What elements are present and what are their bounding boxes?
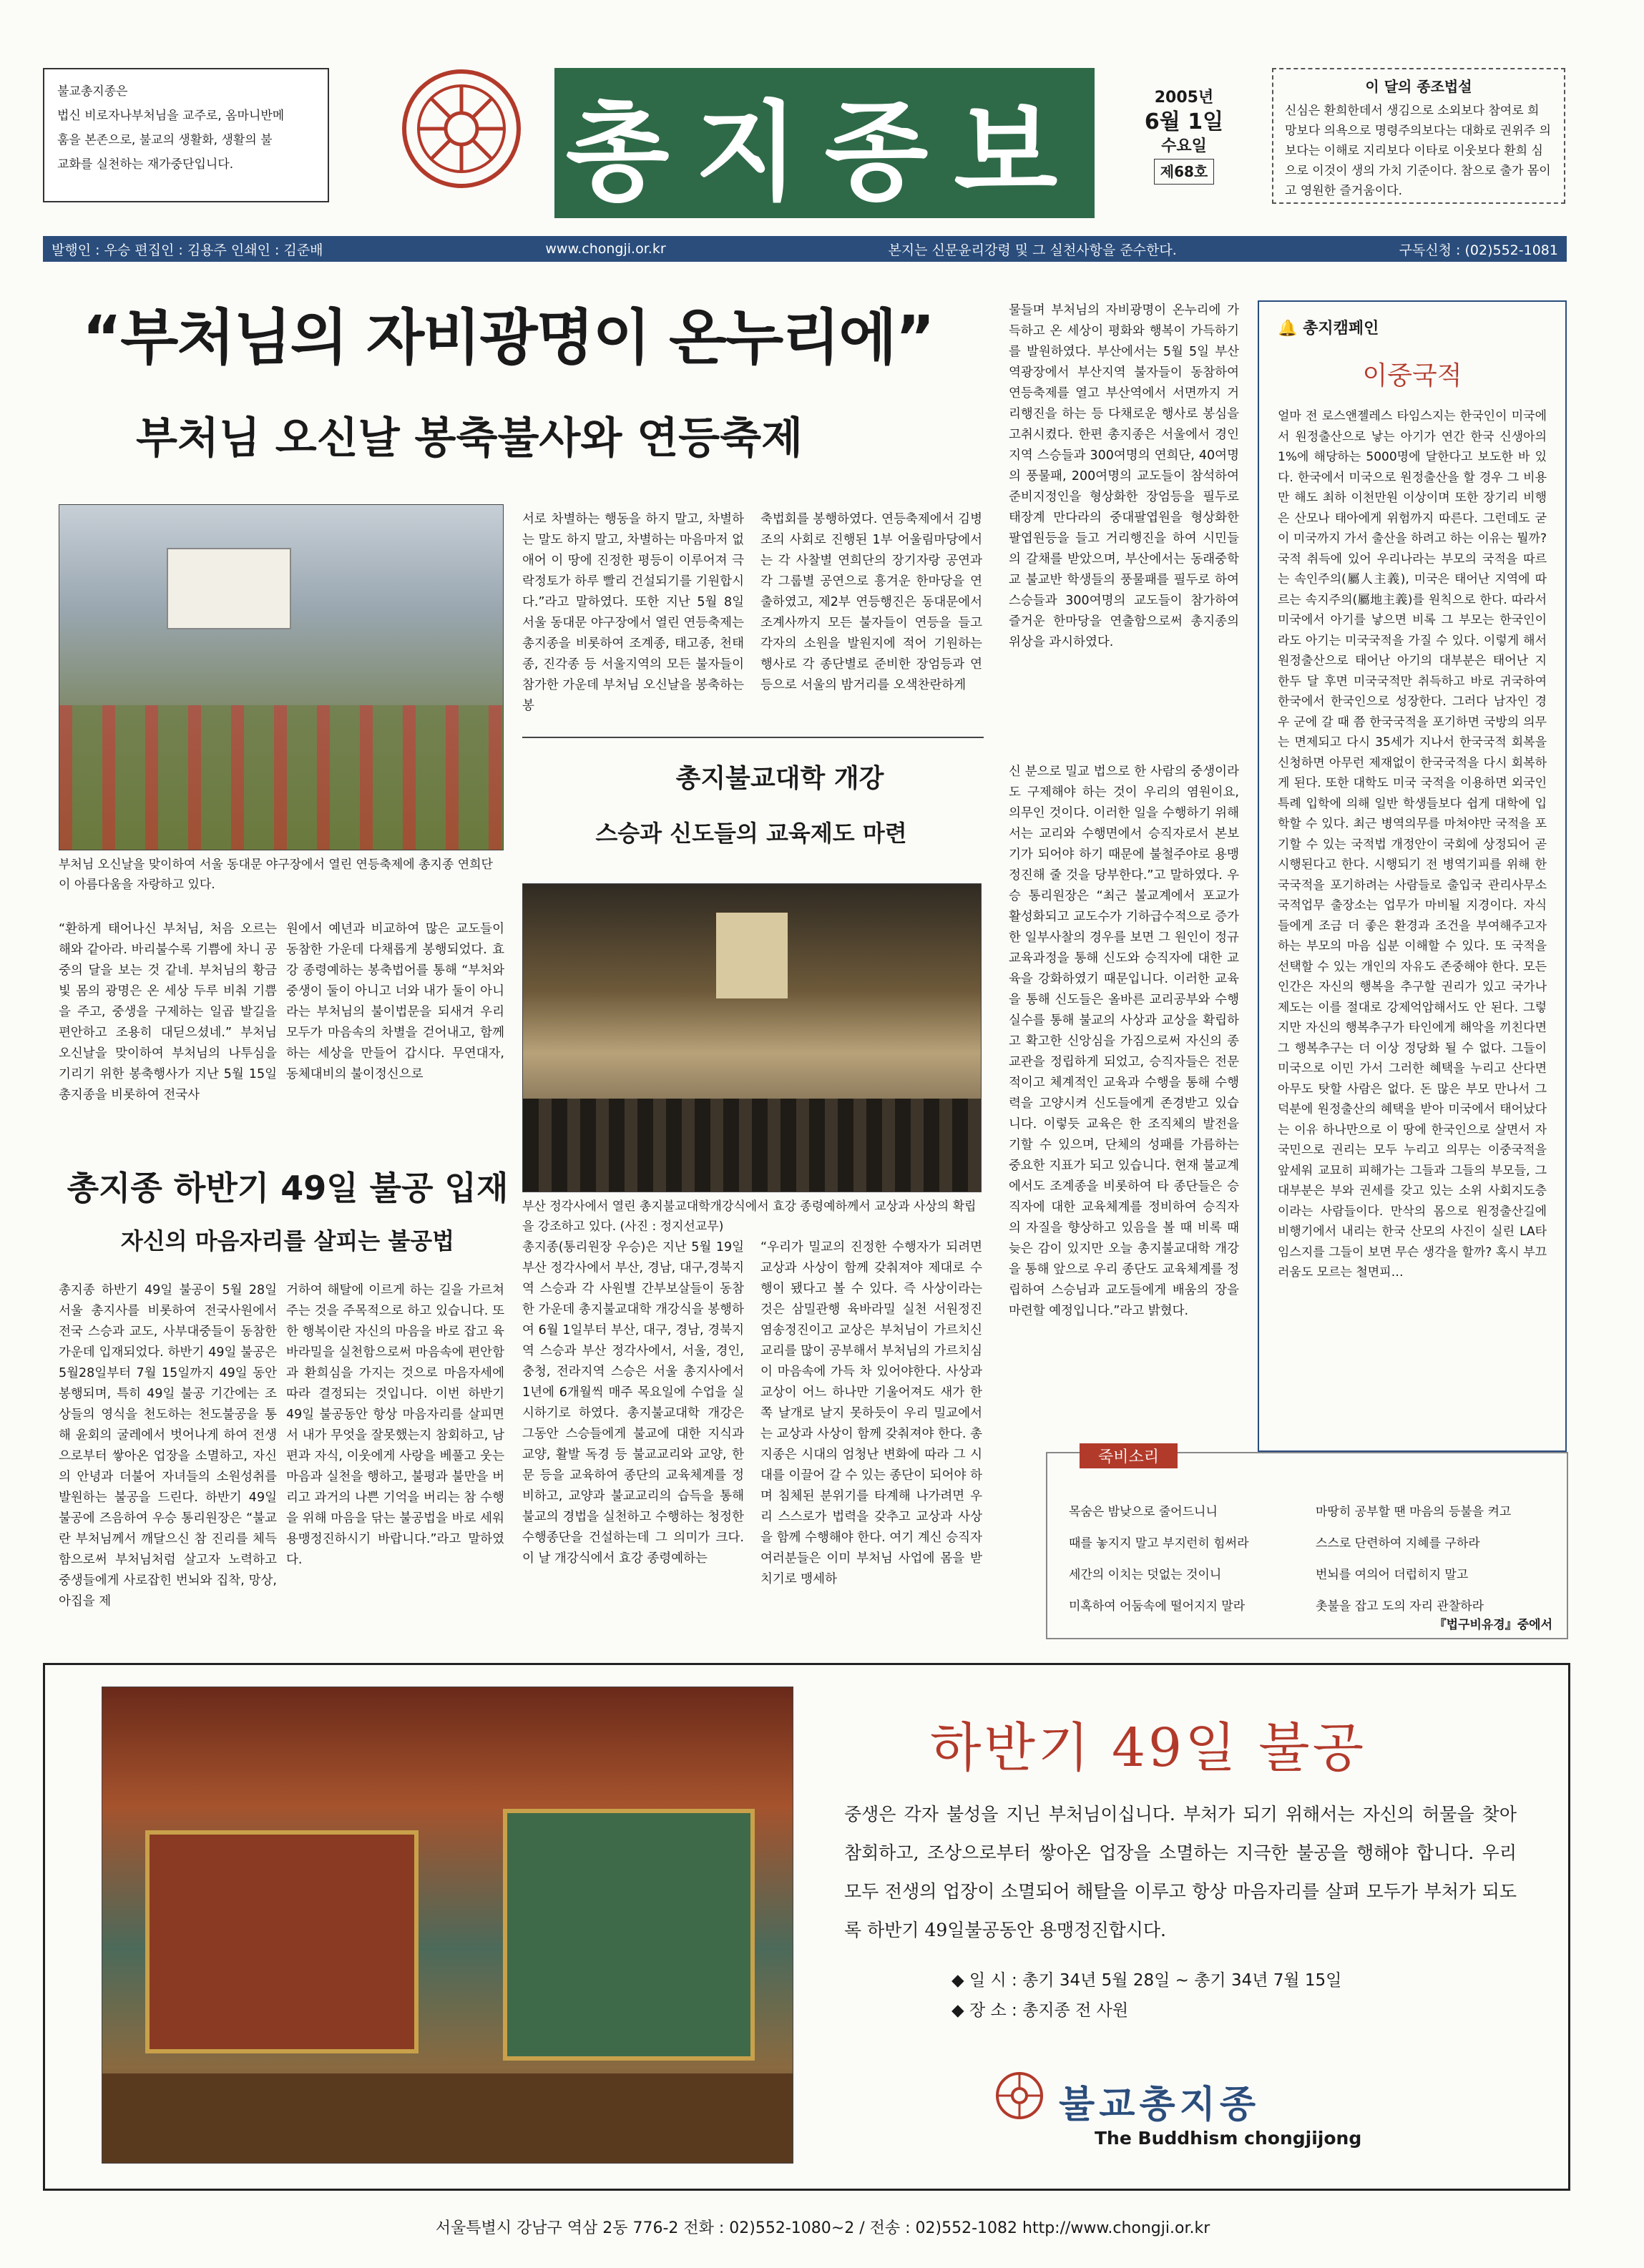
- verse-line: 미혹하여 어둠속에 떨어지지 말라: [1069, 1599, 1246, 1614]
- college-column-2: “우리가 밀교의 진정한 수행자가 되려면 교상과 사상이 함께 갖춰져야 제대로 수행이 됐다고 볼 수 있다. 즉 사상이라는 것은 삼밀관행 육바라밀 실천 서원정진 염송정진이고 교상은 부처님이 가르치신 교리를 많이 공부해서 부처님의 가르치심이 마음속에 가득 차 있어야한다. 사상과 교상이 어느 하나만 기울어져도 새가 한쪽 날개로 날지 못하듯이 우리 밀교에서는 교상과 사상이 함께 갖춰져야 한다. 총지종은 시대의 엄청난 변화에 따라 그 시대를 이끌어 갈 수 있는 종단이 되어야 하며 침체된 분위기를 타계해 나가려면 우리 스스로가 법력을 갖추고 교상과 사상을 함께 수행해야 한다. 여기 계신 승직자 여러분들은 이미 부처님 사업에 몸을 받치기로 맹세하: [760, 1240, 982, 1586]
- college-column-1: 총지종(통리원장 우승)은 지난 5월 19일 부산 정각사에서 부산, 경남, 대구,경북지역 스승과 각 사원별 간부보살들이 동참한 가운데 총지불교대학 개강식을 봉행하여 6월 1일부터 부산, 대구, 경남, 경북지역 스승과 부산 정각사에서, 서울, 경인, 충청, 전라지역 스승은 서울 총지사에서 1년에 6개월씩 매주 목요일에 수업을 실시하기로 하였다. 총지불교대학 개강은 그동안 스승들에게 불교에 대한 지식과 교양, 활발 독경 등 불교교리와 교양, 한문 등을 교육하여 종단의 교육체계를 정비하고, 교양과 불교교리의 습득을 통해 불교의 경법을 실천하고 수행하는 청정한 수행종단을 건설하는데 그 의미가 크다. 이 날 개강식에서 효강 종령예하는: [522, 1240, 744, 1566]
- intro-line: 훔을 본존으로, 불교의 생활화, 생활의 불: [57, 133, 273, 147]
- lead-column-5: 물들며 부처님의 자비광명이 온누리에 가득하고 온 세상이 평화와 행복이 가득하기를 발원하였다. 부산에서는 5월 5일 부산역광장에서 부산지역 불자들이 동참하여 연등축제를 열고 부산역에서 서면까지 거리행진을 하는 등 다채로운 행사로 봉심을 고취시켰다. 한편 총지종은 서울에서 경인지역 스승들과 300여명의 연희단, 40여명의 풍물패, 200여명의 교도들이 참석하여 준비지정인을 형상화한 장엄등을 필두로 태장계 만다라의 중대팔엽원을 형상화한 팔엽원등을 들고 거리행진을 하여 시민들의 갈채를 받았으며, 부산에서는 동래중학교 불교반 학생들의 풍물패를 필두로 하여 스승들과 300여명의 교도들이 참가하여 즐거운 한마당을 연출함으로써 총지종의 위상을 과시하였다.: [1009, 303, 1239, 649]
- college-subhead: 스승과 신도들의 교육제도 마련: [595, 820, 907, 847]
- order-emblem-icon: [994, 2071, 1044, 2121]
- lantern-festival-photo: [59, 504, 504, 850]
- campaign-text: 얼마 전 로스앤젤레스 타임스지는 한국인이 미국에서 원정출산으로 낳는 아기가 연간 한국 신생아의 1%에 해당하는 5000명에 달한다고 보도한 바 있다. 한국에서 미국으로 원정출산을 할 경우 그 비용만 해도 최하 이천만원 이상이며 또한 장기리 비행은 산모나 태아에게 위험까지 따른다. 그런데도 굳이 미국까지 가서 출산을 하려고 하는 이유는 뭘까? 국적 취득에 있어 우리나라는 부모의 국적을 따르는 속인주의(屬人主義), 미국은 태어난 지역에 따르는 속지주의(屬地主義)를 원칙으로 한다. 따라서 미국에서 아기를 낳으면 비록 그 부모는 한국인이라도 아기는 미국국적을 가질 수 있다. 이렇게 해서 원정출산으로 태어난 아기의 대부분은 태어난 지 한두 달 후면 미국국적만 취득하고 바로 귀국하여 한국에서 한국인으로 성장한다. 그러다 남자인 경우 군에 갈 때 쯤 한국국적을 포기하면 국방의 의무는 면제되고 다시 35세가 지나서 한국국적 회복을 신청하면 아무런 제재없이 한국국적을 다시 회복하게 된다. 또한 대학도 미국 국적을 이용하면 외국인 특례 입학에 의해 일반 학생들보다 쉽게 대학에 입학할 수 있다. 최근 병역의무를 마쳐야만 국적을 포기할 수 있는 국적법 개정안이 국회에 상정되어 곧 시행된다고 한다. 시행되기 전 병역기피를 위해 한국국적을 포기하려는 사람들로 출입국 관리사무소 국적업무 출장소는 업무가 마비될 지경이다. 자식들에게 조금 더 좋은 환경과 조건을 부여해주고자 하는 부모의 마음 십분 이해할 수 있다. 또 국적을 선택할 수 있는 개인의 자유도 존중해야 한다. 모든 인간은 자신의 행복을 추구할 권리가 있고 국가나 제도는 이를 절대로 강제억압해서도 안 된다. 그렇지만 자신의 행복추구가 타인에게 해악을 끼친다면 그 행복추구는 더 이상 정당화 될 수 없다. 그들이 미국으로 이민 가서 그러한 혜택을 누리고 산다면 아무도 탓할 사람은 없다. 돈 많은 부모 만나서 그 덕분에 원정출산의 혜택을 받아 미국에서 태어났다는 이유 하나만으로 이 땅에 한국인으로 살면서 자국민으로 권리는 모두 누리고 의무는 이중국적을 앞세워 교묘히 피해가는 그들과 그들의 부모들, 그 대부분은 부와 권세를 갖고 있는 소위 사회지도층이라는 사람들이다. 만삭의 몸으로 원정출산길에 비행기에서 내리는 한국 산모의 사진이 실린 LA타임스지를 그들이 보면 무슨 생각을 할까? 혹시 부끄러움도 모르는 철면피…: [1278, 409, 1547, 1280]
- ad-place-line: ◆ 장 소 : 총지종 전 사원: [951, 2001, 1129, 2020]
- ethics-notice: 본지는 신문윤리강령 및 그 실천사항을 준수한다.: [888, 242, 1177, 258]
- ad-org-name: 불교총지종: [1059, 2083, 1261, 2126]
- college-column-3: 신 분으로 밀교 법으로 한 사람의 중생이라도 구제해야 하는 것이 우리의 염원이요, 의무인 것이다. 이러한 일을 수행하기 위해서는 교리와 수행면에서 승직자로서 본보기가 되어야 하기 때문에 불철주야로 용맹정진해 줄 것을 당부한다.”고 말하였다. 우승 통리원장은 “최근 불교계에서 포교가 활성화되고 교도수가 기하급수적으로 증가한 일부사찰의 경우를 보면 그 원인이 정규교육과정을 통해 신도와 승직자에 대한 교육을 강화하였기 때문입니다. 이러한 교육을 통해 신도들은 올바른 교리공부와 수행실수를 통해 불교의 사상과 교상을 확립하고 확고한 신앙심을 가짐으로써 자신의 종교관을 정립하게 되었고, 승직자들은 전문적이고 체계적인 교육과 수행을 통해 수행력을 고양시켜 신도들에게 존경받고 있습니다. 이렇듯 교육은 한 조직체의 발전을 기할 수 있으며, 단체의 성패를 가름하는 중요한 지표가 되고 있습니다. 현재 불교계에서도 조계종을 비롯하여 타 종단들은 승직자에 대한 교육체계를 정비하여 승직자의 자질을 향상하고 있음을 볼 때 비록 때늦은 감이 있지만 오늘 총지불교대학 개강을 통해 앞으로 우리 종단도 교육체계를 정립하여 스승님과 교도들에게 배움의 장을 마련할 예정입니다.”라고 밝혔다.: [1009, 765, 1239, 1318]
- temple-altar-photo: [102, 1687, 793, 2164]
- lead-column-2: 원에서 예년과 비교하여 많은 교도들이 동참한 가운데 다채롭게 봉행되었다. 효강 종령예하는 봉축법어를 통해 “부처와 중생이 둘이 아니고 너와 내가 둘이 아니라는 부처님의 불이법문을 되새겨 우리 모두가 마음속의 차별을 걷어내고, 함께 하는 세상을 만들어 갑시다. 무연대자, 동체대비의 불이정신으로: [286, 922, 504, 1081]
- verse-left: [1069, 1496, 1249, 1622]
- college-photo-caption: [522, 1197, 980, 1237]
- verse-source: 『법구비유경』중에서: [1434, 1618, 1552, 1632]
- verse-line: 촛불을 잡고 도의 자리 관찰하라: [1316, 1599, 1484, 1614]
- masthead-title: 총지종보: [554, 68, 1095, 218]
- issue-year: 2005년: [1154, 89, 1214, 107]
- issue-info: [1127, 86, 1241, 185]
- college-opening-photo: [522, 883, 982, 1192]
- jukbi-sori-box: [1046, 1448, 1568, 1639]
- campaign-box: [1258, 300, 1567, 1452]
- verse-line: 번뇌를 여의어 더럽히지 말고: [1316, 1568, 1469, 1582]
- lead-subhead: 부처님 오신날 봉축불사와 연등축제: [136, 413, 803, 463]
- intro-box: [43, 68, 329, 202]
- prayer-headline: 총지종 하반기 49일 불공 입재: [67, 1169, 509, 1207]
- monthly-dharma-box: [1272, 68, 1565, 204]
- campaign-title: 이중국적: [1362, 361, 1462, 391]
- campaign-brand-label: 총지캠페인: [1303, 319, 1379, 338]
- lead-column-1: “환하게 태어나신 부처님, 처음 오르는 해와 같아라. 바리불수록 기쁨에 차니 공중의 달을 보는 것 같네. 부처님의 황금빛 몸의 광명은 온 세상 두루 비춰 기쁨을 주고, 중생을 구제하는 일곱 발길을 편안하고 조용히 대딛으셨네.” 부처님 오신날을 맞이하여 부처님의 나투심을 기리기 위한 봉축행사가 지난 5월 15일 총지종을 비롯하여 전국사: [59, 922, 277, 1102]
- prayer-subhead: 자신의 마음자리를 살피는 불공법: [120, 1227, 455, 1255]
- ad-info: [951, 1965, 1341, 2026]
- intro-line: 불교총지종은: [57, 84, 128, 99]
- site-url-link[interactable]: www.chongji.or.kr: [545, 241, 666, 257]
- lead-photo-caption: 부처님 오신날을 맞이하여 서울 동대문 야구장에서 열린 연등축제에 총지종 연희단이 아름다움을 자랑하고 있다.: [59, 858, 493, 892]
- intro-line: 교화를 실천하는 재가중단입니다.: [57, 157, 234, 172]
- college-caption-text: 부산 정각사에서 열린 총지불교대학개강식에서 효강 종령예하께서 교상과 사상의 확립을 강조하고 있다.: [522, 1199, 977, 1234]
- lead-column-4: 축법회를 봉행하였다. 연등축제에서 김병조의 사회로 진행된 1부 어울림마당에서는 각 사찰별 연희단의 장기자랑 공연과 각 그룹별 공연으로 흥겨운 한마당을 연출하였고, 제2부 연등행진은 동대문에서 조계사까지 모든 불자들이 연등을 들고 각자의 소원을 발원지에 적어 기원하는 행사로 각 종단별로 준비한 장엄등과 연등으로 서울의 밤거리를 오색찬란하게: [760, 512, 982, 692]
- section-divider: [522, 737, 984, 738]
- ad-date-line: ◆ 일 시 : 총기 34년 5월 28일 ~ 총기 34년 7월 15일: [951, 1971, 1342, 1990]
- dharma-wheel-emblem-icon: [401, 68, 522, 190]
- dharma-text: 신심은 환희한데서 생김으로 소외보다 참여로 희 망보다 의욕으로 명령주의보다는 대화로 권위주 의보다는 이해로 지리보다 이타로 이웃보다 환희 심으로 이것이 생의 가치 기준이다. 참으로 출가 몸이고 영원한 즐거움이다.: [1285, 104, 1551, 198]
- intro-line: 법신 비로자나부처님을 교주로, 옴마니반메: [57, 109, 285, 123]
- issue-number: 제68호: [1154, 159, 1214, 185]
- verse-line: 스스로 단련하여 지혜를 구하라: [1316, 1536, 1480, 1551]
- staff-credits: 발행인 : 우승 편집인 : 김용주 인쇄인 : 김준배: [52, 242, 323, 258]
- verse-line: 목숨은 밤낮으로 줄어드니니: [1069, 1505, 1218, 1519]
- dharma-title: 이 달의 종조법설: [1365, 78, 1472, 95]
- campaign-brand: [1278, 316, 1547, 338]
- verse-line: 마땅히 공부할 땐 마음의 등불을 켜고: [1316, 1505, 1512, 1519]
- issue-date: 6월 1일: [1144, 109, 1224, 134]
- subscribe-phone: 구독신청 : (02)552-1081: [1399, 242, 1558, 258]
- college-headline: 총지불교대학 개강: [675, 763, 884, 793]
- verse-right: [1316, 1496, 1511, 1622]
- ad-title: 하반기 49일 불공: [930, 1717, 1367, 1779]
- footer-contact: 서울특별시 강남구 역삼 2동 776-2 전화 : 02)552-1080~2 / 전송 : 02)552-1082 http://www.chongji.or.kr: [435, 2219, 1210, 2237]
- bell-icon: 🔔: [1278, 319, 1298, 338]
- lead-column-3: 서로 차별하는 행동을 하지 말고, 차별하는 말도 하지 말고, 차별하는 마음마저 없애어 이 땅에 진정한 평등이 이루어져 극락정토가 하루 빨리 건설되기를 기원합시다.”라고 말하였다. 또한 지난 5월 8일 서울 동대문 야구장에서 열린 연등축제는 총지종을 비롯하여 조계종, 태고종, 천태종, 진각종 등 서울지역의 모든 불자들이 참가한 가운데 부처님 오신날을 봉축하는 봉: [522, 512, 744, 713]
- jukbi-sori-tag: 죽비소리: [1080, 1443, 1178, 1468]
- prayer-column-1: 총지종 하반기 49일 불공이 5월 28일 서울 총지사를 비롯하여 전국사원에서 전국 스승과 교도, 사부대중들이 동참한 가운데 입재되었다. 하반기 49일 불공은 5월28일부터 7월 15일까지 49일 동안 봉행되며, 특히 49일 불공 기간에는 조상들의 영식을 천도하는 천도불공을 통해 윤회의 굴레에서 벗어나게 하여 전생으로부터 쌓아온 업장을 소멸하고, 자신의 안녕과 더불어 자녀들의 소원성취를 발원하는 불공을 드린다. 하반기 49일 불공에 즈음하여 우승 통리원장은 “불교란 부처님께서 깨달으신 참 진리를 체득함으로써 부처님처럼 살고자 노력하고 중생들에게 사로잡힌 번뇌와 집착, 망상, 아집을 제: [59, 1283, 277, 1609]
- verse-line: 때를 놓지지 말고 부지런히 힘써라: [1069, 1536, 1249, 1551]
- lead-headline: “부처님의 자비광명이 온누리에”: [82, 303, 934, 373]
- ad-org-english: The Buddhism chongjijong: [1095, 2128, 1362, 2149]
- ad-body: 중생은 각자 불성을 지닌 부처님이십니다. 부처가 되기 위해서는 자신의 허물을 찾아 참회하고, 조상으로부터 쌓아온 업장을 소멸하는 지극한 불공을 행해야 합니다. 우리 모두 전생의 업장이 소멸되어 해탈을 이루고 항상 마음자리를 살펴 모두가 부처가 되도록 하반기 49일불공동안 용맹정진합시다.: [844, 1804, 1517, 1940]
- issue-weekday: 수요일: [1161, 137, 1207, 155]
- verse-line: 세간의 이치는 덧없는 것이니: [1069, 1568, 1222, 1582]
- college-photo-credit: (사진 : 정지선교무): [620, 1219, 724, 1234]
- prayer-column-2: 거하여 해탈에 이르게 하는 길을 가르쳐 주는 것을 주목적으로 하고 있습니다. 또한 행복이란 자신의 마음을 바로 잡고 육바라밀을 실천함으로써 마음속에 편안함과 환희심을 가지는 것으로 마음자세에 따라 결정되는 것입니다. 이번 하반기 49일 불공동안 항상 마음자리를 살피면서 내가 무엇을 잘못했는지 참회하고, 남편과 자식, 이웃에게 사랑을 베풀고 웃는 마음과 실천을 행하고, 불평과 불만을 버리고 과거의 나쁜 기억을 버리는 참 수행을 위해 마음을 닦는 불공법을 바로 세워 용맹정진하시기 바랍니다.”라고 말하였다.: [286, 1283, 504, 1567]
- info-bar: [43, 236, 1567, 262]
